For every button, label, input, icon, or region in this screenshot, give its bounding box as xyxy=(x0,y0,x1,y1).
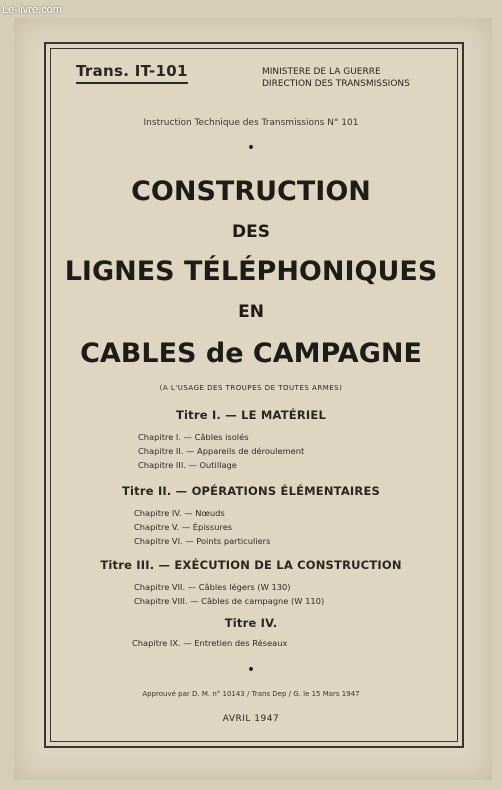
ministry-line-2: DIRECTION DES TRANSMISSIONS xyxy=(262,79,410,89)
approval-line: Approuvé par D. M. n° 10143 / Trans Dep / G. le 15 Mars 1947 xyxy=(142,690,360,698)
instruction-reference: Instruction Technique des Transmissions N° 101 xyxy=(143,118,359,128)
chapter-4: Chapitre IV. — Nœuds xyxy=(134,508,225,518)
ministry-line-1: MINISTERE DE LA GUERRE xyxy=(262,67,381,77)
title-line-2: DES xyxy=(232,222,270,242)
chapter-7: Chapitre VII. — Câbles légers (W 130) xyxy=(134,582,291,592)
chapter-5: Chapitre V. — Épissures xyxy=(134,522,233,532)
section-title-4: Titre IV. xyxy=(224,616,278,630)
chapter-2: Chapitre II. — Appareils de déroulement xyxy=(138,446,305,456)
document-code: Trans. IT-101 xyxy=(76,62,188,84)
bullet-top: • xyxy=(246,140,256,156)
chapter-6: Chapitre VI. — Points particuliers xyxy=(134,536,271,546)
bullet-bottom: • xyxy=(246,662,256,678)
chapter-8: Chapitre VIII. — Câbles de campagne (W 110) xyxy=(134,596,325,606)
subtitle: (A L'USAGE DES TROUPES DE TOUTES ARMES) xyxy=(159,384,343,392)
section-title-2: Titre II. — OPÉRATIONS ÉLÉMENTAIRES xyxy=(121,484,380,498)
title-line-5: CABLES de CAMPAGNE xyxy=(80,338,422,369)
title-line-4: EN xyxy=(238,302,264,322)
title-line-1: CONSTRUCTION xyxy=(131,176,371,207)
chapter-9: Chapitre IX. — Entretien des Réseaux xyxy=(132,638,288,648)
chapter-3: Chapitre III. — Outillage xyxy=(138,460,237,470)
chapter-1: Chapitre I. — Câbles isolés xyxy=(138,432,249,442)
title-line-3: LIGNES TÉLÉPHONIQUES xyxy=(64,256,438,287)
publication-date: AVRIL 1947 xyxy=(222,714,280,724)
watermark: Le-livre.com xyxy=(2,4,62,16)
section-title-1: Titre I. — LE MATÉRIEL xyxy=(176,408,326,422)
section-title-3: Titre III. — EXÉCUTION DE LA CONSTRUCTION xyxy=(100,558,402,572)
ministry-header xyxy=(262,66,462,90)
